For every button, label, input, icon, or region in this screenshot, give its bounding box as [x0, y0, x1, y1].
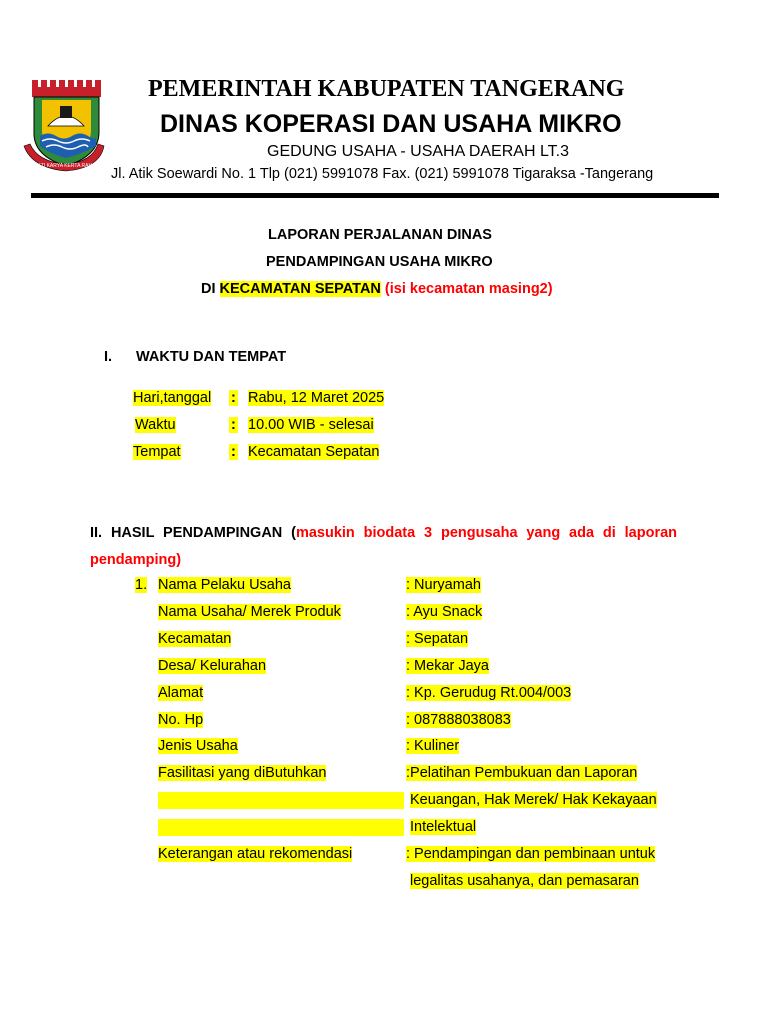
section-2-heading	[90, 520, 677, 574]
detail-label: Nama Pelaku Usaha	[158, 577, 291, 593]
report-subtitle: PENDAMPINGAN USAHA MIKRO	[266, 254, 493, 270]
letterhead-government: PEMERINTAH KABUPATEN TANGERANG	[148, 76, 625, 102]
section-2-note: masukin biodata 3 pengusaha yang ada di laporan pendamping)	[90, 525, 678, 568]
schedule-colon: :	[231, 390, 236, 406]
section-1-number: I.	[104, 349, 113, 365]
location-note: (isi kecamatan masing2)	[380, 281, 553, 297]
detail-label: No. Hp	[158, 712, 204, 728]
logo-motto: BHAKTI KARYA KERTA RAHARJA	[27, 163, 105, 169]
detail-value: Keuangan, Hak Merek/ Hak Kekayaan	[410, 792, 657, 808]
detail-value: : Sepatan	[406, 631, 469, 647]
detail-value: : Kp. Gerudug Rt.004/003	[406, 685, 572, 701]
detail-label: Jenis Usaha	[158, 738, 238, 754]
schedule-value: 10.00 WIB - selesai	[248, 417, 374, 433]
section-1-heading: WAKTU DAN TEMPAT	[136, 349, 287, 365]
letterhead-address: Jl. Atik Soewardi No. 1 Tlp (021) 5991078 Fax. (021) 5991078 Tigaraksa -Tangerang	[111, 166, 654, 182]
schedule-label: Waktu	[135, 417, 176, 433]
detail-value: : Ayu Snack	[406, 604, 483, 620]
letterhead-agency: DINAS KOPERASI DAN USAHA MIKRO	[160, 110, 622, 138]
detail-value: : Mekar Jaya	[406, 658, 489, 674]
kabupaten-tangerang-crest-icon	[22, 76, 106, 172]
detail-label: Fasilitasi yang diButuhkan	[158, 765, 327, 781]
detail-label: Keterangan atau rekomendasi	[158, 846, 353, 862]
detail-value: legalitas usahanya, dan pemasaran	[410, 873, 639, 889]
schedule-value: Kecamatan Sepatan	[248, 444, 380, 460]
location-name: KECAMATAN SEPATAN	[219, 281, 381, 297]
section-2-title: II. HASIL PENDAMPINGAN (	[90, 525, 296, 541]
schedule-label: Hari,tanggal	[133, 390, 212, 406]
letterhead-building: GEDUNG USAHA - USAHA DAERAH LT.3	[267, 143, 569, 160]
detail-label: Alamat	[158, 685, 204, 701]
report-location-line	[201, 281, 553, 297]
letterhead-divider	[31, 193, 719, 198]
detail-label: Nama Usaha/ Merek Produk	[158, 604, 341, 620]
detail-label	[158, 792, 404, 809]
schedule-colon: :	[231, 444, 236, 460]
detail-label	[158, 819, 404, 836]
detail-value: : Kuliner	[406, 738, 460, 754]
location-prefix: DI	[201, 281, 220, 297]
detail-value: :Pelatihan Pembukuan dan Laporan	[406, 765, 638, 781]
schedule-value: Rabu, 12 Maret 2025	[248, 390, 385, 406]
detail-label: Desa/ Kelurahan	[158, 658, 267, 674]
detail-value: : 087888038083	[406, 712, 511, 728]
detail-value: Intelektual	[410, 819, 477, 835]
schedule-colon: :	[231, 417, 236, 433]
schedule-label: Tempat	[133, 444, 181, 460]
detail-value: : Nuryamah	[406, 577, 481, 593]
entrepreneur-item-number: 1.	[135, 577, 148, 593]
detail-label: Kecamatan	[158, 631, 232, 647]
detail-value: : Pendampingan dan pembinaan untuk	[406, 846, 656, 862]
report-title: LAPORAN PERJALANAN DINAS	[268, 227, 492, 243]
